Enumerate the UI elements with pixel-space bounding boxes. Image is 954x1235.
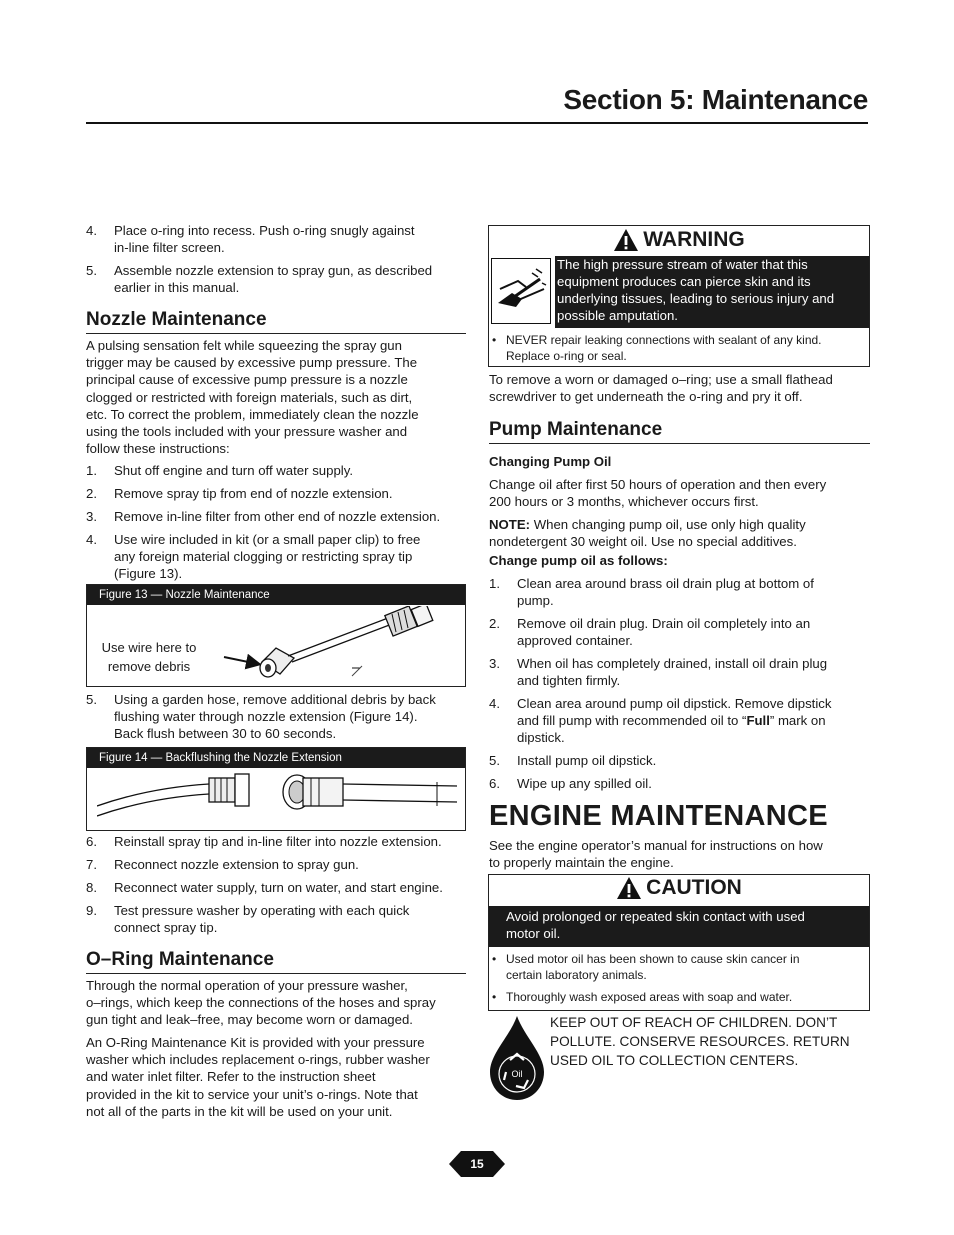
- warning-box: [488, 225, 870, 367]
- figure-13: [86, 584, 466, 687]
- oring-paragraph-2: An O-Ring Maintenance Kit is provided with your pressure washer which includes replacement o-rings, rubber washer and water inlet filter. Refer to the instruction sheet provided in the kit to service your unit’s o-rings. Note that not all of the parts in the kit will be used on your unit.: [86, 1035, 430, 1119]
- title-rule: [86, 122, 868, 124]
- nozzle-illustration: [202, 606, 464, 686]
- hazard-triangle-icon: [616, 876, 642, 900]
- heading-rule: [489, 443, 870, 444]
- figure-14-caption: Figure 14 — Backflushing the Nozzle Extension: [87, 748, 465, 768]
- pump-paragraph: Change oil after first 50 hours of operation and then every 200 hours or 3 months, whichever occurs first.: [489, 477, 827, 510]
- nozzle-heading: Nozzle Maintenance: [86, 309, 267, 330]
- caution-box: [488, 874, 870, 1011]
- page-number: 15: [470, 1157, 484, 1171]
- caution-header: [489, 875, 869, 903]
- pump-note: NOTE: When changing pump oil, use only high quality nondetergent 30 weight oil. Use no special additives.: [489, 517, 806, 550]
- high-pressure-spray-icon: [491, 258, 551, 324]
- recycle-notice: KEEP OUT OF REACH OF CHILDREN. DON’T POLLUTE. CONSERVE RESOURCES. RETURN USED OIL TO COLLECTION CENTERS.: [550, 1015, 850, 1068]
- page-title: Section 5: Maintenance: [563, 84, 868, 115]
- engine-paragraph: See the engine operator’s manual for instructions on how to properly maintain the engine.: [489, 838, 823, 871]
- figure-14: [86, 747, 466, 831]
- hazard-triangle-icon: [613, 228, 639, 252]
- nozzle-paragraph: A pulsing sensation felt while squeezing the spray gun trigger may be caused by excessive pump pressure. The principal cause of excessive pump pressure is a nozzle clogged or restricted with foreign materials, such as dirt, etc. To correct the problem, immediately clean the nozzle using the tools included with your pressure washer and follow these instructions:: [86, 338, 419, 457]
- pump-heading: Pump Maintenance: [489, 419, 663, 440]
- oring-heading: O–Ring Maintenance: [86, 949, 274, 970]
- warning-header: [489, 226, 869, 254]
- figure-13-caption: Figure 13 — Nozzle Maintenance: [87, 585, 465, 605]
- hose-illustration: [97, 772, 459, 828]
- oil-drop-recycle-icon: [488, 1014, 546, 1102]
- pump-steps-label: Change pump oil as follows:: [489, 553, 668, 568]
- svg-text:Oil: Oil: [511, 1069, 523, 1079]
- pump-subheading: Changing Pump Oil: [489, 454, 612, 469]
- oring-paragraph-1: Through the normal operation of your pressure washer, o–rings, which keep the connections of the hoses and spray gun tight and leak–free, may become worn or damaged.: [86, 978, 436, 1028]
- warning-message: The high pressure stream of water that this equipment produces can pierce skin and its underlying tissues, leading to serious injury and possible amputation.: [555, 256, 869, 328]
- oring-removal-tip: To remove a worn or damaged o–ring; use a small flathead screwdriver to get underneath the o-ring and pry it off.: [489, 372, 833, 405]
- caution-bullet: • Thoroughly wash exposed areas with soap and water.: [492, 990, 793, 1004]
- caution-message: Avoid prolonged or repeated skin contact with used motor oil.: [489, 906, 869, 947]
- engine-heading: ENGINE MAINTENANCE: [489, 800, 828, 832]
- caution-bullet: • Used motor oil has been shown to cause skin cancer in certain laboratory animals.: [492, 952, 800, 982]
- heading-rule: [86, 333, 466, 334]
- figure-13-callout: Use wire here to remove debris: [101, 640, 197, 674]
- caution-signal-word: CAUTION: [646, 876, 742, 899]
- warning-bullet: • NEVER repair leaking connections with sealant of any kind. Replace o-ring or seal.: [492, 333, 822, 363]
- warning-signal-word: WARNING: [643, 228, 745, 251]
- heading-rule: [86, 973, 466, 974]
